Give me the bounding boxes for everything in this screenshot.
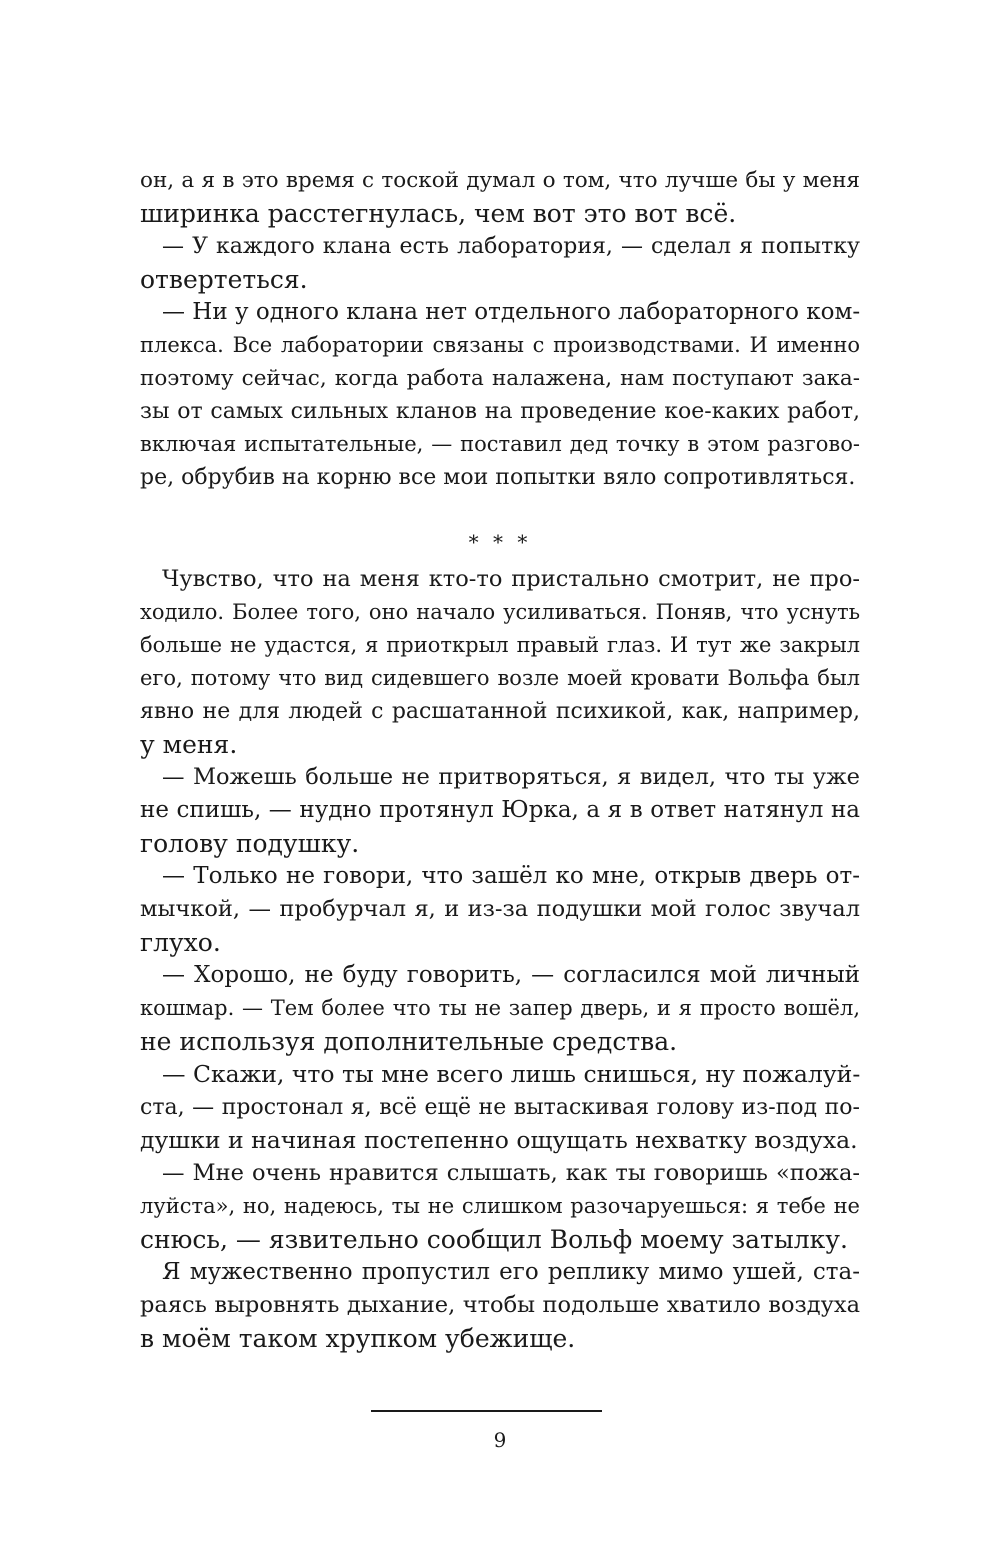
text-line: луйста», но, надеюсь, ты не слишком разочаруешься: я тебе не <box>140 1194 860 1218</box>
text-line: у меня. <box>140 730 238 759</box>
text-line: снюсь, — язвительно сообщил Вольф моему затылку. <box>140 1225 848 1254</box>
text-line: душки и начиная постепенно ощущать нехватку воздуха. <box>140 1126 858 1154</box>
text-line: раясь выровнять дыхание, чтобы подольше хватило воздуха <box>140 1292 860 1318</box>
text-line: в моём таком хрупком убежище. <box>140 1324 576 1353</box>
text-block-bottom <box>140 563 860 1355</box>
text-line: — Мне очень нравится слышать, как ты говоришь «пожа- <box>162 1160 860 1186</box>
text-line: не спишь, — нудно протянул Юрка, а я в ответ натянул на <box>140 797 860 823</box>
text-line: — Скажи, что ты мне всего лишь снишься, ну пожалуй- <box>162 1060 861 1088</box>
text-line: ходило. Более того, оно начало усиливаться. Поняв, что уснуть <box>140 600 860 624</box>
text-line: ре, обрубив на корню все мои попытки вяло сопротивляться. <box>140 465 856 490</box>
text-line: Я мужественно пропустил его реплику мимо ушей, ста- <box>162 1259 860 1285</box>
section-separator: * * * <box>468 530 532 554</box>
text-line: зы от самых сильных кланов на проведение кое-каких работ, <box>140 399 860 424</box>
text-line: не используя дополнительные средства. <box>140 1027 678 1056</box>
text-line: отвертеться. <box>140 265 308 294</box>
text-line: голову подушку. <box>140 829 360 858</box>
text-line: кошмар. — Тем более что ты не запер дверь, и я просто вошёл, <box>140 996 860 1020</box>
text-line: глухо. <box>140 928 221 957</box>
text-line: — У каждого клана есть лаборатория, — сделал я попытку <box>162 234 860 259</box>
text-line: его, потому что вид сидевшего возле моей кровати Вольфа был <box>140 666 860 690</box>
text-line: включая испытательные, — поставил дед точку в этом разгово- <box>140 432 860 456</box>
text-line: он, а я в это время с тоской думал о том, что лучше бы у меня <box>140 168 860 193</box>
text-line: — Только не говори, что зашёл ко мне, открыв дверь от- <box>162 863 860 889</box>
text-line: ширинка расстегнулась, чем вот это вот всё. <box>140 199 737 228</box>
page-number: 9 <box>493 1428 507 1452</box>
text-line: поэтому сейчас, когда работа налажена, нам поступают зака- <box>140 366 860 391</box>
text-line: мычкой, — пробурчал я, и из-за подушки мой голос звучал <box>140 896 860 922</box>
text-line: — Можешь больше не притворяться, я видел, что ты уже <box>162 764 860 790</box>
text-line: ста, — простонал я, всё ещё не вытаскивая голову из-под по- <box>140 1095 860 1120</box>
text-line: плекса. Все лаборатории связаны с производствами. И именно <box>140 333 860 357</box>
footer-rule <box>371 1410 602 1412</box>
text-line: больше не удастся, я приоткрыл правый глаз. И тут же закрыл <box>140 633 860 657</box>
text-line: — Ни у одного клана нет отдельного лабораторного ком- <box>162 299 861 325</box>
text-line: Чувство, что на меня кто-то пристально смотрит, не про- <box>162 566 860 592</box>
text-line: — Хорошо, не буду говорить, — согласился мой личный <box>162 962 860 988</box>
text-block-top <box>140 164 860 494</box>
text-line: явно не для людей с расшатанной психикой, как, например, <box>140 699 860 724</box>
